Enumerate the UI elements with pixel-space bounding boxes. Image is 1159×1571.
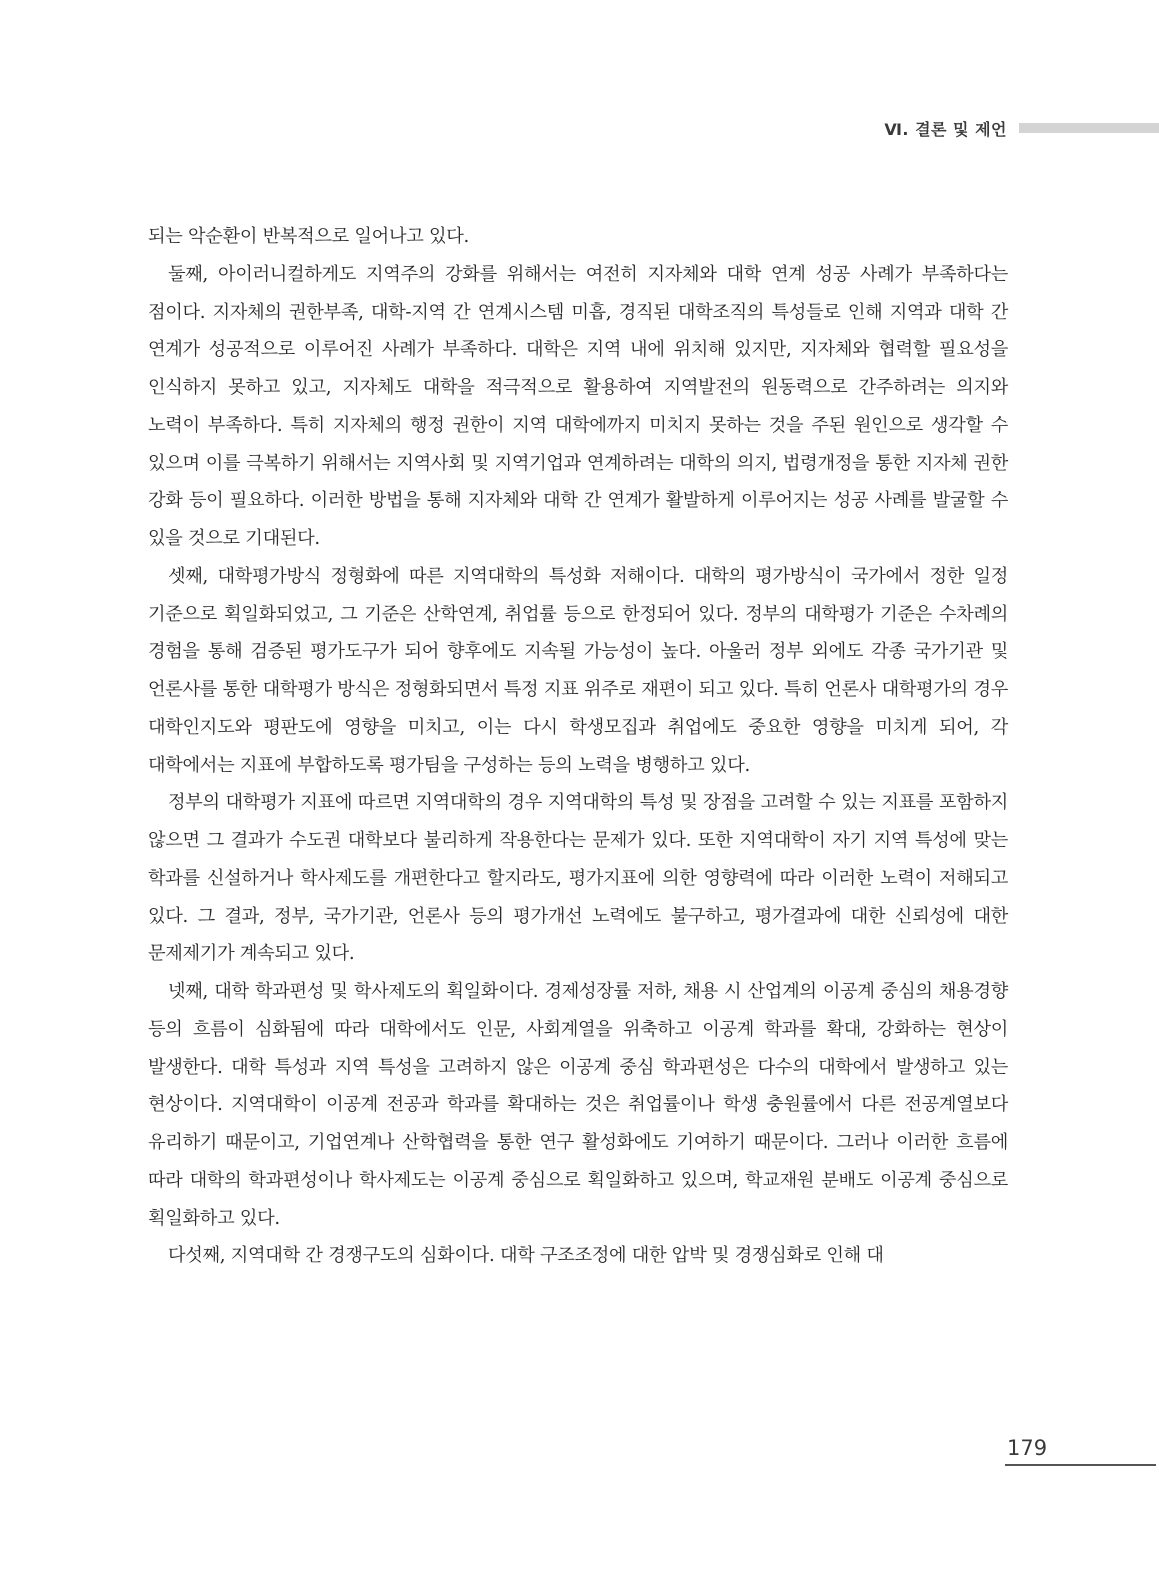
- paragraph-fifth: 다섯째, 지역대학 간 경쟁구도의 심화이다. 대학 구조조정에 대한 압박 및 경쟁심화로 인해 대: [168, 1245, 884, 1267]
- body-text: [148, 218, 1008, 1275]
- paragraph-continuation: 되는 악순환이 반복적으로 일어나고 있다.: [148, 226, 469, 247]
- footer-rule: [1005, 1464, 1156, 1466]
- paragraph-second: 둘째, 아이러니컬하게도 지역주의 강화를 위해서는 여전히 지자체와 대학 연계 성공 사례가 부족하다는 점이다. 지자체의 권한부족, 대학-지역 간 연계시스템 미흡, 경직된 대학조직의 특성들로 인해 지역과 대학 간 연계가 성공적으로 이루어진 사례가 부족하다. 대학은 지역 내에 위치해 있지만, 지자체와 협력할 필요성을 인식하지 못하고 있고, 지자체도 대학을 적극적으로 활용하여 지역발전의 원동력으로 간주하려는 의지와 노력이 부족하다. 특히 지자체의 행정 권한이 지역 대학에까지 미치지 못하는 것을 주된 원인으로 생각할 수 있으며 이를 극복하기 위해서는 지역사회 및 지역기업과 연계하려는 대학의 의지, 법령개정을 통한 지자체 권한 강화 등이 필요하다. 이러한 방법을 통해 지자체와 대학 간 연계가 활발하게 이루어지는 성공 사례를 발굴할 수 있을 것으로 기대된다.: [148, 263, 1008, 549]
- paragraph-evaluation: 정부의 대학평가 지표에 따르면 지역대학의 경우 지역대학의 특성 및 장점을 고려할 수 있는 지표를 포함하지 않으면 그 결과가 수도권 대학보다 불리하게 작용한다는 문제가 있다. 또한 지역대학이 자기 지역 특성에 맞는 학과를 신설하거나 학사제도를 개편한다고 할지라도, 평가지표에 의한 영향력에 따라 이러한 노력이 저해되고 있다. 그 결과, 정부, 국가기관, 언론사 등의 평가개선 노력에도 불구하고, 평가결과에 대한 신뢰성에 대한 문제제기가 계속되고 있다.: [148, 792, 1008, 965]
- running-header: [0, 113, 1159, 143]
- header-bar: [1019, 123, 1159, 133]
- page-footer: [1005, 1436, 1156, 1466]
- paragraph-fourth: 넷째, 대학 학과편성 및 학사제도의 획일화이다. 경제성장률 저하, 채용 시 산업계의 이공계 중심의 채용경향 등의 흐름이 심화됨에 따라 대학에서도 인문, 사회계열을 위축하고 이공계 학과를 확대, 강화하는 현상이 발생한다. 대학 특성과 지역 특성을 고려하지 않은 이공계 중심 학과편성은 다수의 대학에서 발생하고 있는 현상이다. 지역대학이 이공계 전공과 학과를 확대하는 것은 취업률이나 학생 충원률에서 다른 전공계열보다 유리하기 때문이고, 기업연계나 산학협력을 통한 연구 활성화에도 기여하기 때문이다. 그러나 이러한 흐름에 따라 대학의 학과편성이나 학사제도는 이공계 중심으로 획일화하고 있으며, 학교재원 분배도 이공계 중심으로 획일화하고 있다.: [148, 981, 1008, 1229]
- page-number: 179: [1007, 1436, 1048, 1460]
- paragraph-third: 셋째, 대학평가방식 정형화에 따른 지역대학의 특성화 저해이다. 대학의 평가방식이 국가에서 정한 일정 기준으로 획일화되었고, 그 기준은 산학연계, 취업률 등으로 한정되어 있다. 정부의 대학평가 기준은 수차례의 경험을 통해 검증된 평가도구가 되어 향후에도 지속될 가능성이 높다. 아울러 정부 외에도 각종 국가기관 및 언론사를 통한 대학평가 방식은 정형화되면서 특정 지표 위주로 재편이 되고 있다. 특히 언론사 대학평가의 경우 대학인지도와 평판도에 영향을 미치고, 이는 다시 학생모집과 취업에도 중요한 영향을 미치게 되어, 각 대학에서는 지표에 부합하도록 평가팀을 구성하는 등의 노력을 병행하고 있다.: [148, 565, 1008, 776]
- chapter-title: Ⅵ. 결론 및 제언: [884, 120, 1007, 139]
